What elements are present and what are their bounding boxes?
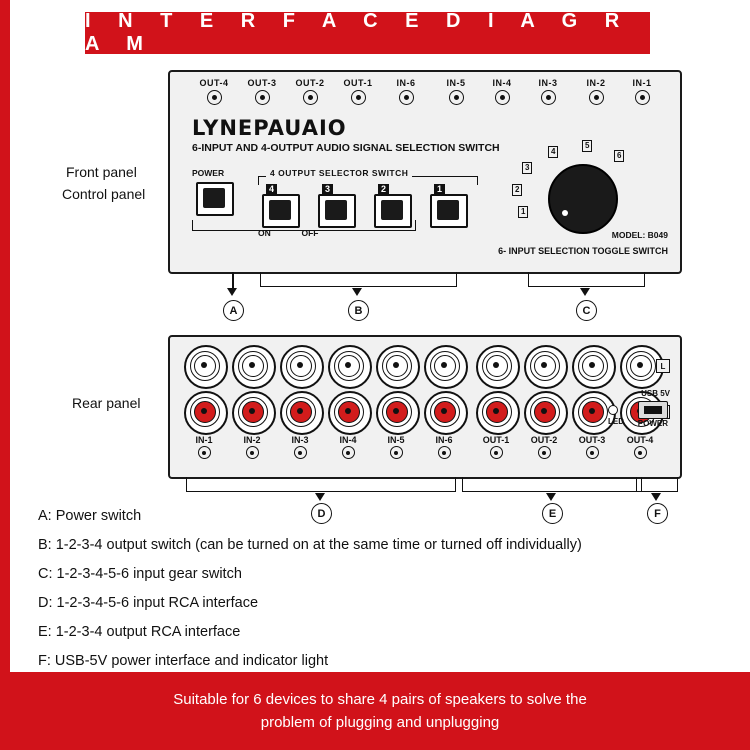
power-button[interactable] — [196, 182, 234, 216]
jack-hole-icon — [390, 446, 403, 459]
rear-label-in-6: IN-6 — [418, 435, 470, 459]
callout-c-arrow — [580, 288, 590, 296]
led-label: LED — [608, 417, 624, 426]
page-title: I N T E R F A C E D I A G R A M — [85, 12, 650, 54]
jack-hole-icon — [490, 446, 503, 459]
knob-caption: 6- INPUT SELECTION TOGGLE SWITCH — [498, 246, 668, 256]
jack-hole-icon — [255, 90, 270, 105]
label-rear-panel: Rear panel — [72, 395, 141, 411]
on-label: ON — [258, 228, 271, 238]
rca-out-2-left[interactable] — [524, 345, 568, 389]
rear-label-in-3: IN-3 — [274, 435, 326, 459]
button-cap — [381, 200, 403, 220]
callout-b-tag: B — [348, 300, 369, 321]
callout-a-tag: A — [223, 300, 244, 321]
left-accent-bar — [0, 0, 10, 750]
jack-hole-icon — [342, 446, 355, 459]
legend-item-a: A: Power switch — [38, 508, 142, 524]
callout-e-bracket — [462, 477, 642, 492]
front-jack-out-4: OUT-4 — [190, 78, 238, 105]
label-front-panel: Front panel — [66, 164, 137, 180]
selector-3-number: 3 — [322, 184, 333, 195]
knob-position-5: 5 — [582, 140, 592, 152]
legend-item-e: E: 1-2-3-4 output RCA interface — [38, 624, 241, 640]
callout-d-arrow — [315, 493, 325, 501]
rca-in-5-left[interactable] — [376, 345, 420, 389]
rca-in-6-right[interactable] — [424, 391, 468, 435]
rca-in-3-left[interactable] — [280, 345, 324, 389]
footer-line-2: problem of plugging and unplugging — [260, 714, 500, 731]
rca-in-4-right[interactable] — [328, 391, 372, 435]
jack-hole-icon — [634, 446, 647, 459]
rear-label-out-3: OUT-3 — [566, 435, 618, 459]
jack-hole-icon — [246, 446, 259, 459]
output-selector-button-1[interactable] — [430, 194, 468, 228]
callout-c-bracket — [528, 272, 645, 287]
front-jack-in-6: IN-6 — [382, 78, 430, 105]
jack-hole-icon — [294, 446, 307, 459]
model-number: MODEL: B049 — [611, 230, 668, 240]
rear-label-in-2: IN-2 — [226, 435, 278, 459]
button-cap — [269, 200, 291, 220]
jack-hole-icon — [495, 90, 510, 105]
rear-label-in-1: IN-1 — [178, 435, 230, 459]
front-jack-out-1: OUT-1 — [334, 78, 382, 105]
rear-label-in-5: IN-5 — [370, 435, 422, 459]
rear-label-out-2: OUT-2 — [518, 435, 570, 459]
on-off-legend — [258, 228, 319, 238]
usb-label: USB 5V — [641, 389, 670, 398]
jack-hole-icon — [399, 90, 414, 105]
front-jack-in-1: IN-1 — [618, 78, 666, 105]
rca-in-1-right[interactable] — [184, 391, 228, 435]
callout-a-arrow — [227, 288, 237, 296]
brand-logo: LYNEPAUAIO — [192, 116, 347, 140]
selector-2-number: 2 — [378, 184, 389, 195]
rca-out-1-right[interactable] — [476, 391, 520, 435]
callout-f-arrow — [651, 493, 661, 501]
jack-hole-icon — [207, 90, 222, 105]
off-label: OFF — [301, 228, 319, 238]
rear-label-out-4: OUT-4 — [614, 435, 666, 459]
callout-b-arrow — [352, 288, 362, 296]
jack-hole-icon — [438, 446, 451, 459]
footer-line-1: Suitable for 6 devices to share 4 pairs of speakers to solve the — [173, 690, 587, 708]
rca-out-3-left[interactable] — [572, 345, 616, 389]
label-control-panel: Control panel — [62, 186, 146, 202]
knob-position-2: 2 — [512, 184, 522, 196]
jack-hole-icon — [541, 90, 556, 105]
jack-hole-icon — [351, 90, 366, 105]
rca-in-5-right[interactable] — [376, 391, 420, 435]
rca-in-3-right[interactable] — [280, 391, 324, 435]
selector-4-number: 4 — [266, 184, 277, 195]
front-jack-row — [170, 78, 680, 110]
front-jack-out-3: OUT-3 — [238, 78, 286, 105]
input-selection-knob[interactable] — [548, 164, 618, 234]
product-description: 6-INPUT AND 4-OUTPUT AUDIO SIGNAL SELECTION SWITCH — [192, 142, 500, 154]
power-button-cap — [203, 188, 225, 208]
legend-item-b: B: 1-2-3-4 output switch (can be turned on at the same time or turned off individually) — [38, 537, 582, 553]
rca-in-2-right[interactable] — [232, 391, 276, 435]
selector-group-label: 4 OUTPUT SELECTOR SWITCH — [266, 168, 412, 178]
rca-in-4-left[interactable] — [328, 345, 372, 389]
legend-item-d: D: 1-2-3-4-5-6 input RCA interface — [38, 595, 259, 611]
usb-port-icon[interactable] — [638, 401, 668, 419]
knob-position-4: 4 — [548, 146, 558, 158]
callout-e-tag: E — [542, 503, 563, 524]
legend-item-f: F: USB-5V power interface and indicator light — [38, 653, 329, 669]
rca-in-1-left[interactable] — [184, 345, 228, 389]
jack-hole-icon — [449, 90, 464, 105]
callout-f-tag: F — [647, 503, 668, 524]
power-switch-label: POWER — [192, 168, 225, 178]
knob-position-6: 6 — [614, 150, 624, 162]
callout-c-tag: C — [576, 300, 597, 321]
callout-e-arrow — [546, 493, 556, 501]
knob-position-1: 1 — [518, 206, 528, 218]
jack-hole-icon — [538, 446, 551, 459]
rca-out-2-right[interactable] — [524, 391, 568, 435]
rca-in-6-left[interactable] — [424, 345, 468, 389]
legend-list — [38, 508, 738, 682]
knob-position-3: 3 — [522, 162, 532, 174]
button-cap — [325, 200, 347, 220]
callout-f-bracket — [636, 477, 678, 492]
selector-1-number: 1 — [434, 184, 445, 195]
rca-in-2-left[interactable] — [232, 345, 276, 389]
jack-hole-icon — [303, 90, 318, 105]
usb-power-label: POWER — [637, 419, 668, 428]
button-cap — [437, 200, 459, 220]
footer-banner — [10, 672, 750, 750]
front-jack-out-2: OUT-2 — [286, 78, 334, 105]
jack-hole-icon — [198, 446, 211, 459]
rca-out-1-left[interactable] — [476, 345, 520, 389]
led-indicator-icon — [608, 405, 618, 415]
legend-item-c: C: 1-2-3-4-5-6 input gear switch — [38, 566, 242, 582]
callout-d-tag: D — [311, 503, 332, 524]
front-panel — [168, 70, 682, 274]
front-jack-in-4: IN-4 — [478, 78, 526, 105]
jack-hole-icon — [586, 446, 599, 459]
rear-label-in-4: IN-4 — [322, 435, 374, 459]
callout-d-bracket — [186, 477, 456, 492]
rear-panel — [168, 335, 682, 479]
jack-hole-icon — [589, 90, 604, 105]
front-jack-in-5: IN-5 — [432, 78, 480, 105]
jack-hole-icon — [635, 90, 650, 105]
rear-label-out-1: OUT-1 — [470, 435, 522, 459]
channel-left-tag: L — [656, 359, 670, 373]
callout-b-bracket — [260, 272, 457, 287]
front-jack-in-2: IN-2 — [572, 78, 620, 105]
front-jack-in-3: IN-3 — [524, 78, 572, 105]
